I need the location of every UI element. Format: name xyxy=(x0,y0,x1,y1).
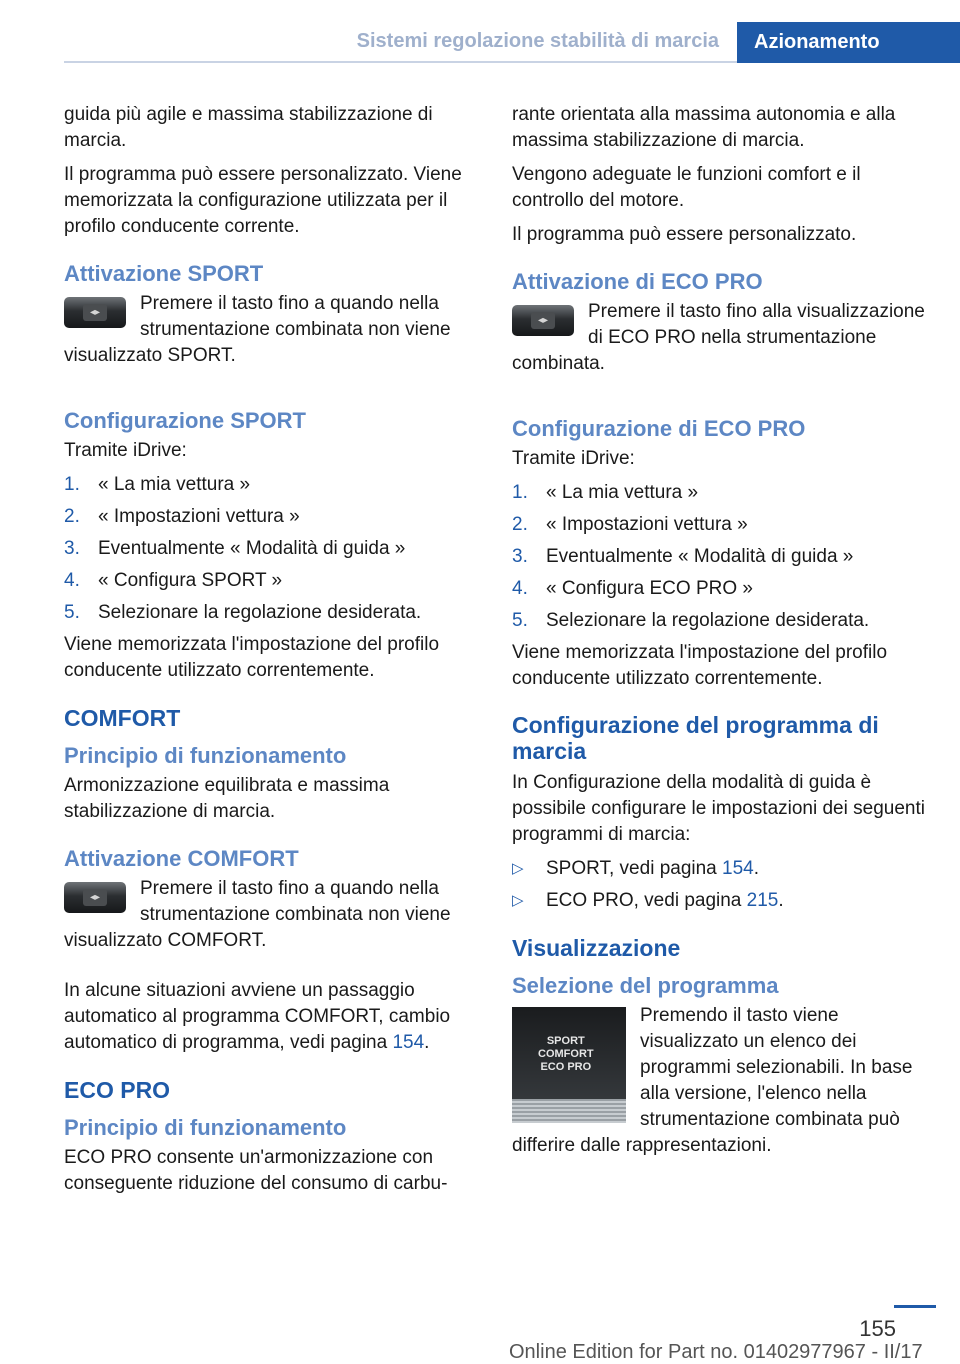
paragraph: Il programma può essere personalizzato. xyxy=(512,224,857,245)
page-link[interactable]: 154 xyxy=(392,1032,425,1053)
list-item: 1. « La mia vettura » xyxy=(64,474,251,495)
list-item: 3. Eventualmente « Modalità di guida » xyxy=(512,546,854,567)
left-column xyxy=(64,102,478,1205)
list-item: ▷ ECO PRO, vedi pagina 215. xyxy=(512,888,926,914)
paragraph: In alcune situazioni avviene un passaggio automatico al programma COMFORT, cambio automatico di programma, vedi pagina 154. xyxy=(64,980,451,1053)
heading-selezione-programma: Selezione del programma xyxy=(512,973,779,998)
heading-configurazione-sport: Configurazione SPORT xyxy=(64,408,306,433)
paragraph: Tramite iDrive: xyxy=(64,440,187,461)
paragraph: rante orientata alla massima autonomia e alla massima stabilizzazione di marcia. xyxy=(512,104,896,151)
paragraph: Premere il tasto fino alla visualizzazione di ECO PRO nella strumentazione combinata. xyxy=(512,301,925,374)
paragraph: Viene memorizzata l'impostazione del profilo conducente utilizzato correntemente. xyxy=(64,634,440,681)
heading-attivazione-comfort: Attivazione COMFORT xyxy=(64,846,299,871)
driving-mode-button-image xyxy=(64,297,126,328)
heading-configurazione-programma: Configurazione del programma di marcia xyxy=(512,712,879,764)
triangle-bullet-icon: ▷ xyxy=(512,892,524,909)
steps-list xyxy=(64,472,478,626)
list-item: 5. Selezionare la regolazione desiderata. xyxy=(64,602,422,623)
page-number: 155 xyxy=(859,1316,896,1341)
paragraph: Viene memorizzata l'impostazione del profilo conducente utilizzato correntemente. xyxy=(512,642,888,689)
heading-attivazione-eco-pro: Attivazione di ECO PRO xyxy=(512,269,763,294)
paragraph: Il programma può essere personalizzato. Viene memorizzata la configurazione utilizzata per il profilo conducente corrente. xyxy=(64,164,462,237)
heading-eco-pro: ECO PRO xyxy=(64,1077,171,1103)
page-link[interactable]: 154 xyxy=(722,858,754,879)
heading-attivazione-sport: Attivazione SPORT xyxy=(64,261,264,286)
heading-visualizzazione: Visualizzazione xyxy=(512,935,681,961)
list-item: 5. Selezionare la regolazione desiderata. xyxy=(512,610,870,631)
switch-icon: ◂▸ xyxy=(83,889,107,906)
paragraph: Premere il tasto fino a quando nella strumentazione combinata non viene visualizzato SPORT. xyxy=(64,293,451,366)
paragraph: Armonizzazione equilibrata e massima stabilizzazione di marcia. xyxy=(64,775,390,822)
program-display-image xyxy=(512,1007,626,1123)
list-item: 1. « La mia vettura » xyxy=(512,482,699,503)
display-menu: SPORT COMFORT ECO PRO xyxy=(538,1035,594,1073)
heading-configurazione-eco-pro: Configurazione di ECO PRO xyxy=(512,416,806,441)
program-list xyxy=(512,856,926,914)
paragraph: guida più agile e massima stabilizzazione di marcia. xyxy=(64,104,433,151)
driving-mode-button-image xyxy=(512,305,574,336)
paragraph: In Configurazione della modalità di guida è possibile configurare le impostazioni dei seguenti programmi di marcia: xyxy=(512,772,925,845)
triangle-bullet-icon: ▷ xyxy=(512,860,524,877)
paragraph: Tramite iDrive: xyxy=(512,448,635,469)
heading-principio: Principio di funzionamento xyxy=(64,743,347,768)
footer-rule xyxy=(894,1305,936,1308)
right-column xyxy=(512,102,926,1167)
steps-list xyxy=(512,480,926,634)
header-chapter-tab: Azionamento xyxy=(737,22,960,63)
edition-note: Online Edition for Part no. 01402977967 - II/17 xyxy=(509,1341,923,1363)
switch-icon: ◂▸ xyxy=(531,312,555,329)
list-item: 2. « Impostazioni vettura » xyxy=(512,514,748,535)
list-item: 2. « Impostazioni vettura » xyxy=(64,506,300,527)
heading-principio: Principio di funzionamento xyxy=(64,1115,347,1140)
list-item: 3. Eventualmente « Modalità di guida » xyxy=(64,538,406,559)
paragraph: Premendo il tasto viene visualizzato un elenco dei programmi selezionabili. In base alla versione, l'elenco nella strumentazione combinata può differire dalle rappresentazioni. xyxy=(512,1005,913,1156)
list-item: ▷ SPORT, vedi pagina 154. xyxy=(512,856,926,882)
list-item: 4. « Configura SPORT » xyxy=(64,570,283,591)
paragraph: ECO PRO consente un'armonizzazione con conseguente riduzione del consumo di carbu- xyxy=(64,1147,448,1194)
list-item: 4. « Configura ECO PRO » xyxy=(512,578,753,599)
heading-comfort: COMFORT xyxy=(64,705,181,731)
header-section-title: Sistemi regolazione stabilità di marcia xyxy=(356,30,719,52)
paragraph: Vengono adeguate le funzioni comfort e il controllo del motore. xyxy=(512,164,861,211)
switch-icon: ◂▸ xyxy=(83,304,107,321)
driving-mode-button-image xyxy=(64,882,126,913)
paragraph: Premere il tasto fino a quando nella strumentazione combinata non viene visualizzato COMFORT. xyxy=(64,878,451,951)
page-link[interactable]: 215 xyxy=(746,890,779,911)
